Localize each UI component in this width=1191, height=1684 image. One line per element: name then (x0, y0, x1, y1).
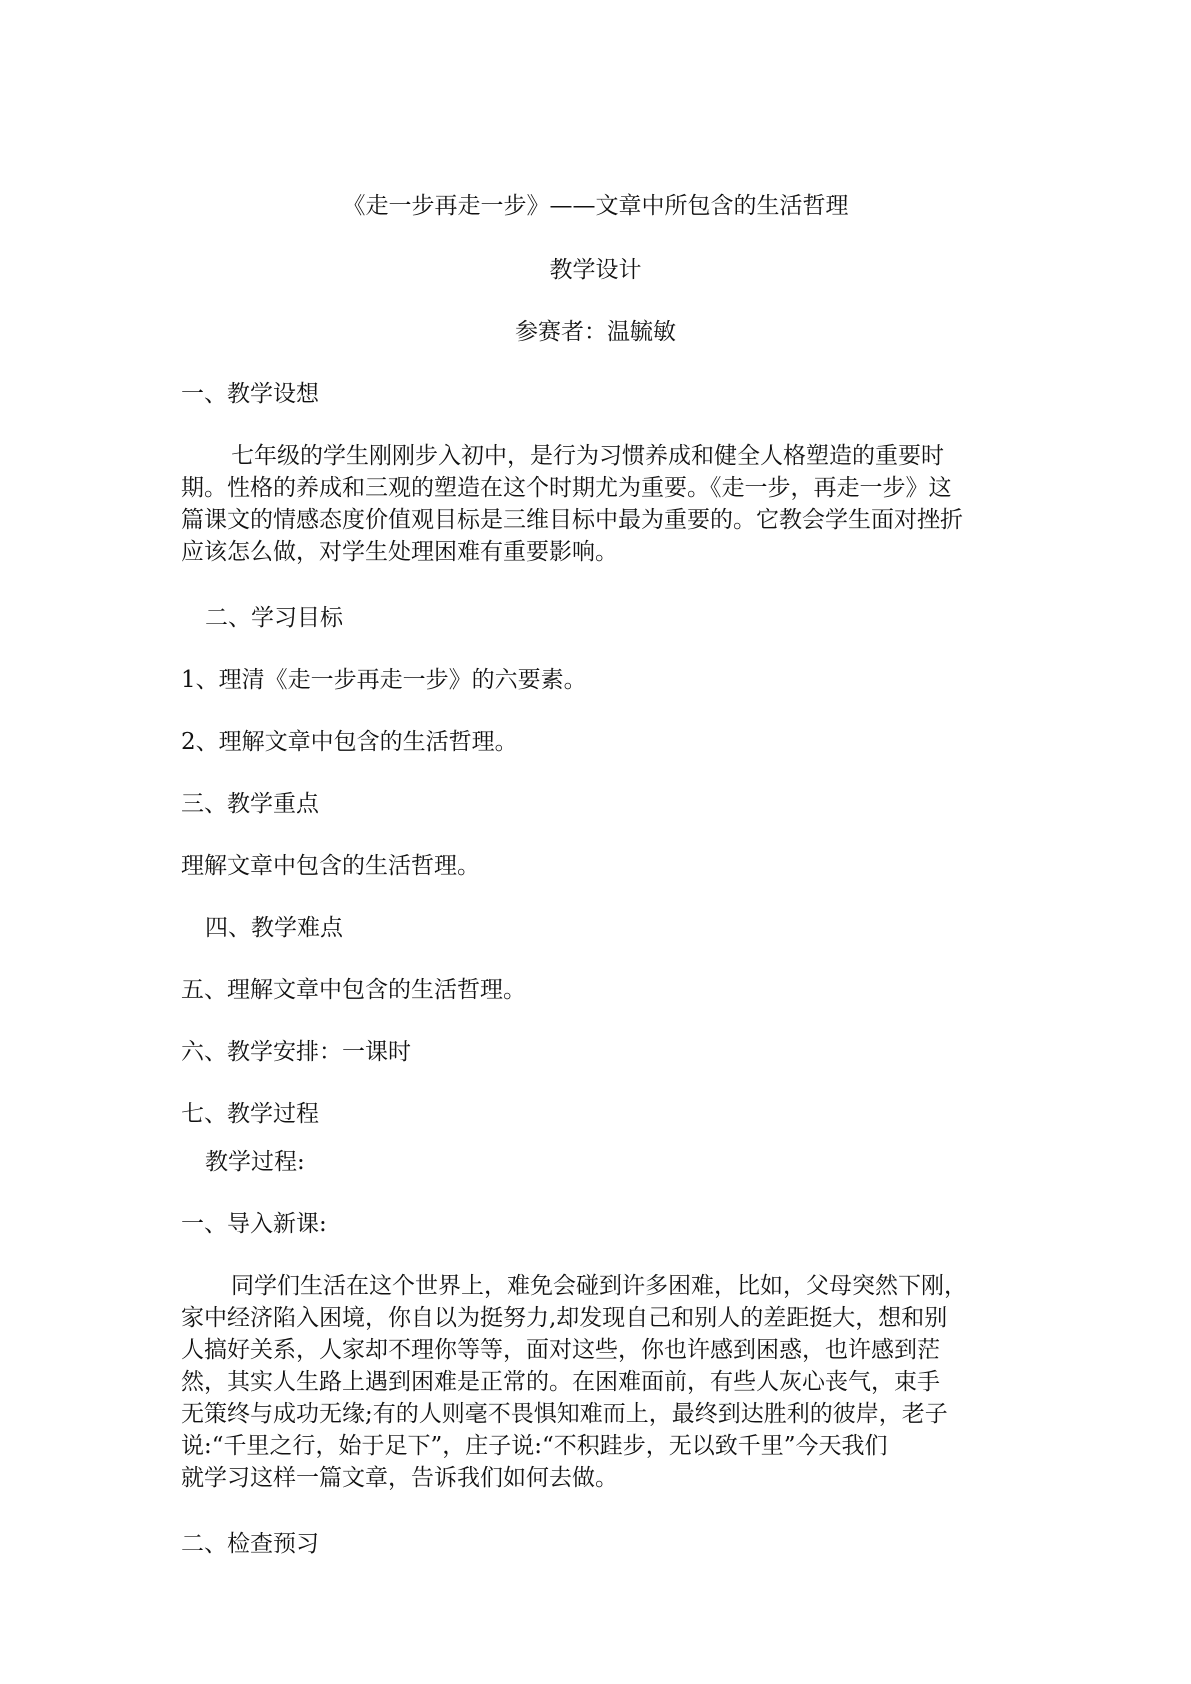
document-subtitle: 教学设计 (549, 257, 642, 283)
section-6-line: 六、教学安排：一课时 (181, 1039, 411, 1065)
paragraph-line: 七年级的学生刚刚步入初中，是行为习惯养成和健全人格塑造的重要时 (231, 443, 944, 469)
paragraph-introduction (181, 1270, 1011, 1494)
paragraph-line: 同学们生活在这个世界上，难免会碰到许多困难，比如，父母突然下刚， (231, 1273, 967, 1299)
goal-2: 2、理解文章中包含的生活哲理。 (181, 729, 518, 755)
paragraph-line: 说:“千里之行，始于足下”，庄子说:“不积跬步，无以致千里”今天我们 (181, 1433, 888, 1459)
author-line: 参赛者：温毓敏 (515, 319, 676, 345)
paragraph-line: 无策终与成功无缘;有的人则毫不畏惧知难而上，最终到达胜利的彼岸，老子 (181, 1401, 948, 1427)
paragraph-line: 篇课文的情感态度价值观目标是三维目标中最为重要的。它教会学生面对挫折 (181, 507, 963, 533)
paragraph-line: 应该怎么做，对学生处理困难有重要影响。 (181, 539, 618, 565)
goal-1: 1、理清《走一步再走一步》的六要素。 (181, 667, 587, 693)
paragraph-line: 然，其实人生路上遇到困难是正常的。在困难面前，有些人灰心丧气，束手 (181, 1369, 940, 1395)
paragraph-line: 就学习这样一篇文章，告诉我们如何去做。 (181, 1465, 618, 1491)
key-point-text: 理解文章中包含的生活哲理。 (181, 853, 480, 879)
document-title: 《走一步再走一步》——文章中所包含的生活哲理 (342, 193, 849, 219)
step-1-heading: 一、导入新课: (181, 1211, 327, 1237)
section-4-heading: 四、教学难点 (205, 915, 343, 941)
paragraph-teaching-concept (181, 440, 1011, 568)
paragraph-line: 期。性格的养成和三观的塑造在这个时期尤为重要。《走一步，再走一步》这 (181, 475, 952, 501)
section-2-heading: 二、学习目标 (205, 605, 343, 631)
step-2-heading: 二、检查预习 (181, 1531, 319, 1557)
section-5-line: 五、理解文章中包含的生活哲理。 (181, 977, 526, 1003)
section-1-heading: 一、教学设想 (181, 381, 319, 407)
section-7-heading: 七、教学过程 (181, 1101, 319, 1127)
section-3-heading: 三、教学重点 (181, 791, 319, 817)
process-label: 教学过程: (205, 1149, 305, 1175)
paragraph-line: 家中经济陷入困境，你自以为挺努力,却发现自己和别人的差距挺大，想和别 (181, 1305, 948, 1331)
paragraph-line: 人搞好关系，人家却不理你等等，面对这些，你也许感到困惑，也许感到茫 (181, 1337, 940, 1363)
